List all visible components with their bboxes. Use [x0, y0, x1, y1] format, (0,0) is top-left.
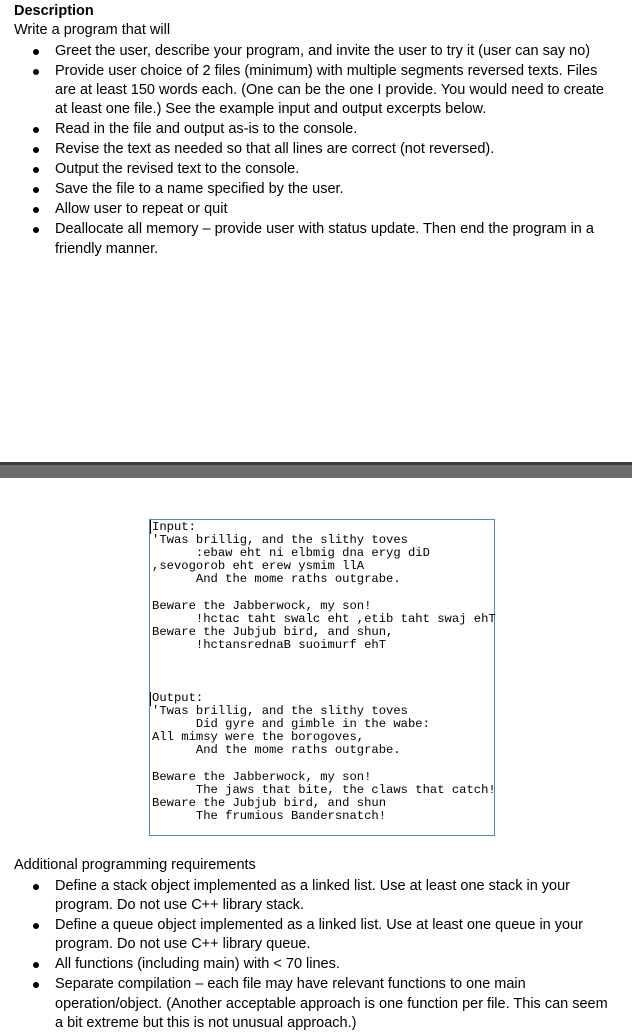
list-item-text: Revise the text as needed so that all lines are correct (not reversed). — [55, 141, 495, 158]
list-item-text: Save the file to a name specified by the user. — [55, 181, 344, 198]
text-cursor — [150, 692, 151, 706]
list-item-text: Read in the file and output as-is to the console. — [55, 121, 358, 138]
list-item-text: Deallocate all memory – provide user with status update. Then end the program in a friendly manner. — [55, 221, 594, 257]
code-line: Did gyre and gimble in the wabe: — [152, 717, 430, 731]
list-item-text: Define a queue object implemented as a linked list. Use at least one queue in your program. Do not use C++ library queue. — [55, 917, 583, 953]
bullet-icon — [33, 884, 39, 890]
list-item-text: Greet the user, describe your program, and invite the user to try it (user can say no) — [55, 43, 591, 59]
list-item-text: Provide user choice of 2 files (minimum) with multiple segments reversed texts. Files are at least 150 words each. (One can be the one I provide. You would need to create at least one file.) See the example input and output excerpts below. — [55, 63, 604, 118]
code-line: 'Twas brillig, and the slithy toves — [152, 533, 408, 547]
list-item — [0, 220, 632, 258]
additional-requirements-list — [0, 877, 632, 1034]
text-cursor — [150, 520, 151, 534]
list-item — [0, 200, 632, 219]
list-item — [0, 975, 632, 1033]
bullet-icon — [33, 962, 39, 968]
requirements-list — [0, 42, 632, 260]
code-line: The frumious Bandersnatch! — [152, 809, 387, 823]
list-item — [0, 120, 632, 139]
code-line: !hctac taht swalc eht ,etib taht swaj ehT — [152, 612, 496, 626]
bullet-icon — [33, 49, 39, 55]
bullet-icon — [33, 127, 39, 133]
list-item — [0, 160, 632, 179]
bullet-icon — [33, 227, 39, 233]
list-item — [0, 62, 632, 120]
list-item-text: Define a stack object implemented as a linked list. Use at least one stack in your program. Do not use C++ library stack. — [55, 878, 571, 914]
list-item-text: Output the revised text to the console. — [55, 161, 300, 178]
description-intro: Write a program that will — [14, 22, 171, 38]
bullet-icon — [33, 147, 39, 153]
bullet-icon — [33, 167, 39, 173]
code-line: ,sevogorob eht erew ysmim llA — [152, 559, 365, 573]
additional-heading: Additional programming requirements — [14, 857, 256, 873]
list-item — [0, 877, 632, 915]
bullet-icon — [33, 69, 39, 75]
bullet-icon — [33, 982, 39, 988]
code-line: And the mome raths outgrabe. — [152, 572, 401, 586]
code-line: :ebaw eht ni elbmig dna eryg diD — [152, 546, 430, 560]
code-line: Output: — [152, 691, 204, 705]
bullet-icon — [33, 207, 39, 213]
description-heading: Description — [14, 3, 94, 19]
code-line: Beware the Jubjub bird, and shun — [152, 796, 387, 810]
code-line: The jaws that bite, the claws that catch! — [152, 783, 496, 797]
code-line: And the mome raths outgrabe. — [152, 743, 401, 757]
list-item-text: Separate compilation – each file may have relevant functions to one main operation/object. (Another acceptable approach is one function per file. This can seem a bit extreme but this is not unusual approach.) — [55, 976, 608, 1031]
list-item — [0, 42, 632, 61]
code-line: Beware the Jabberwock, my son! — [152, 770, 372, 784]
list-item-text: All functions (including main) with < 70 lines. — [55, 956, 340, 973]
list-item — [0, 140, 632, 159]
code-line: !hctansrednaB suoimurf ehT — [152, 638, 387, 652]
page-separator — [0, 462, 632, 478]
list-item — [0, 180, 632, 199]
code-line: Beware the Jabberwock, my son! — [152, 599, 372, 613]
list-item — [0, 955, 632, 974]
code-line: Beware the Jubjub bird, and shun, — [152, 625, 394, 639]
code-line: All mimsy were the borogoves, — [152, 730, 365, 744]
code-line: 'Twas brillig, and the slithy toves — [152, 704, 408, 718]
bullet-icon — [33, 187, 39, 193]
description-page — [0, 0, 632, 462]
example-code-box — [149, 519, 495, 836]
code-line: Input: — [152, 520, 196, 534]
bullet-icon — [33, 923, 39, 929]
list-item-text: Allow user to repeat or quit — [55, 201, 228, 218]
list-item — [0, 916, 632, 954]
